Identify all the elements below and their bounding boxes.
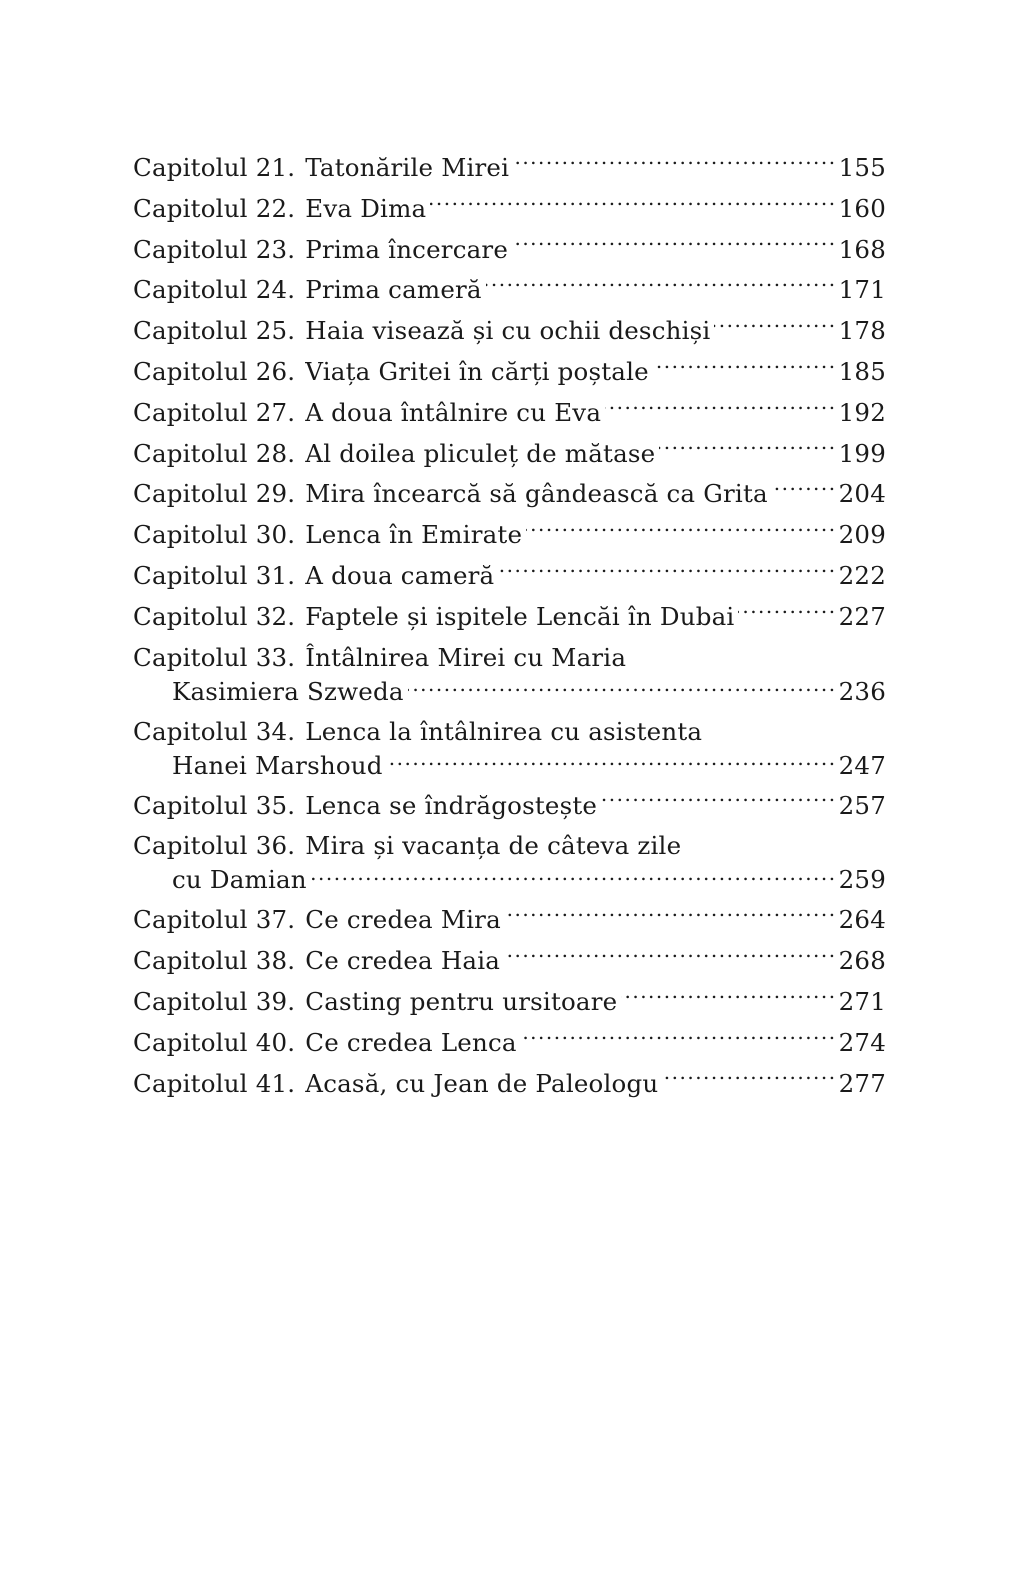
chapter-title: Lenca se îndrăgostește bbox=[305, 790, 598, 820]
page-number: 271 bbox=[838, 986, 886, 1016]
chapter-title: Ce credea Haia bbox=[305, 946, 501, 976]
dot-leader bbox=[772, 478, 837, 503]
chapter-title: Mira și vacanța de câteva zile bbox=[305, 831, 682, 861]
chapter-label: Capitolul bbox=[133, 275, 248, 305]
chapter-number: 38. bbox=[255, 946, 296, 976]
toc-entry bbox=[133, 786, 886, 827]
chapter-number: 29. bbox=[255, 479, 296, 509]
chapter-number: 40. bbox=[255, 1027, 296, 1057]
toc-entry bbox=[133, 1064, 886, 1105]
page-number: 247 bbox=[838, 750, 886, 780]
chapter-label: Capitolul bbox=[133, 601, 248, 631]
toc-entry bbox=[133, 352, 886, 393]
chapter-number: 27. bbox=[255, 397, 296, 427]
chapter-number: 26. bbox=[255, 356, 296, 386]
chapter-title: Mira încearcă să gândească ca Grita bbox=[305, 479, 768, 509]
chapter-number: 41. bbox=[255, 1068, 296, 1098]
chapter-title: Tatonările Mirei bbox=[305, 153, 510, 182]
dot-leader bbox=[512, 233, 837, 258]
dot-leader bbox=[659, 437, 836, 462]
page-number: 274 bbox=[838, 1027, 886, 1057]
toc-entry bbox=[133, 515, 886, 556]
chapter-label: Capitolul bbox=[133, 905, 248, 935]
dot-leader bbox=[387, 749, 837, 774]
toc-entry bbox=[133, 474, 886, 515]
dot-leader bbox=[513, 152, 836, 177]
toc-entry bbox=[133, 311, 886, 352]
chapter-title: Prima cameră bbox=[305, 275, 482, 305]
chapter-label: Capitolul bbox=[133, 316, 248, 346]
chapter-number: 36. bbox=[255, 831, 296, 861]
chapter-title: Haia visează și cu ochii deschiși bbox=[305, 316, 711, 346]
toc-entry bbox=[133, 434, 886, 475]
toc-entry bbox=[133, 556, 886, 597]
chapter-title-continuation: Kasimiera Szweda bbox=[172, 676, 404, 706]
toc-entry bbox=[133, 638, 886, 712]
dot-leader bbox=[621, 985, 836, 1010]
dot-leader bbox=[526, 519, 836, 544]
page-number: 222 bbox=[838, 560, 886, 590]
chapter-label: Capitolul bbox=[133, 986, 248, 1016]
chapter-label: Capitolul bbox=[133, 790, 248, 820]
dot-leader bbox=[504, 945, 837, 970]
toc-entry bbox=[133, 148, 886, 189]
chapter-number: 33. bbox=[255, 642, 296, 672]
chapter-number: 22. bbox=[255, 193, 296, 223]
chapter-number: 34. bbox=[255, 716, 296, 746]
chapter-label: Capitolul bbox=[133, 153, 248, 182]
chapter-title: Casting pentru ursitoare bbox=[305, 986, 618, 1016]
toc-entry bbox=[133, 712, 886, 786]
chapter-number: 24. bbox=[255, 275, 296, 305]
chapter-title: Întâlnirea Mirei cu Maria bbox=[305, 642, 627, 672]
toc-entry bbox=[133, 900, 886, 941]
toc-entry bbox=[133, 597, 886, 638]
chapter-title: Faptele și ispitele Lencăi în Dubai bbox=[305, 601, 735, 631]
chapter-number: 39. bbox=[255, 986, 296, 1016]
toc-entry bbox=[133, 982, 886, 1023]
chapter-number: 37. bbox=[255, 905, 296, 935]
chapter-number: 25. bbox=[255, 316, 296, 346]
chapter-label: Capitolul bbox=[133, 438, 248, 468]
dot-leader bbox=[521, 1026, 837, 1051]
chapter-title-continuation: cu Damian bbox=[172, 865, 307, 895]
dot-leader bbox=[653, 355, 837, 380]
chapter-label: Capitolul bbox=[133, 642, 248, 672]
chapter-number: 28. bbox=[255, 438, 296, 468]
dot-leader bbox=[498, 559, 836, 584]
page-number: 277 bbox=[838, 1068, 886, 1098]
chapter-label: Capitolul bbox=[133, 831, 248, 861]
chapter-label: Capitolul bbox=[133, 1068, 248, 1098]
page-number: 192 bbox=[838, 397, 886, 427]
page-number: 199 bbox=[838, 438, 886, 468]
chapter-number: 31. bbox=[255, 560, 296, 590]
toc-entry bbox=[133, 826, 886, 900]
chapter-title: Viața Gritei în cărți poștale bbox=[305, 356, 649, 386]
chapter-label: Capitolul bbox=[133, 479, 248, 509]
chapter-title-continuation: Hanei Marshoud bbox=[172, 750, 383, 780]
chapter-title: Ce credea Mira bbox=[305, 905, 501, 935]
chapter-title: Eva Dima bbox=[305, 193, 427, 223]
dot-leader bbox=[505, 904, 837, 929]
page-number: 209 bbox=[838, 520, 886, 550]
chapter-label: Capitolul bbox=[133, 520, 248, 550]
page-number: 185 bbox=[838, 356, 886, 386]
chapter-title: Ce credea Lenca bbox=[305, 1027, 517, 1057]
dot-leader bbox=[311, 864, 837, 889]
page-number: 257 bbox=[838, 790, 886, 820]
dot-leader bbox=[486, 274, 837, 299]
chapter-number: 23. bbox=[255, 234, 296, 264]
chapter-label: Capitolul bbox=[133, 193, 248, 223]
chapter-title: Al doilea pliculeț de mătase bbox=[305, 438, 656, 468]
chapter-title: A doua cameră bbox=[305, 560, 495, 590]
toc-entry bbox=[133, 270, 886, 311]
toc-entry bbox=[133, 941, 886, 982]
chapter-number: 30. bbox=[255, 520, 296, 550]
dot-leader bbox=[738, 600, 836, 625]
page-number: 160 bbox=[838, 193, 886, 223]
page-number: 236 bbox=[838, 676, 886, 706]
toc-entry bbox=[133, 230, 886, 271]
page-number: 268 bbox=[838, 946, 886, 976]
toc-entry bbox=[133, 393, 886, 434]
table-of-contents bbox=[133, 148, 886, 1104]
chapter-number: 32. bbox=[255, 601, 296, 631]
page-number: 204 bbox=[838, 479, 886, 509]
page-number: 264 bbox=[838, 905, 886, 935]
chapter-number: 35. bbox=[255, 790, 296, 820]
page-number: 171 bbox=[838, 275, 886, 305]
chapter-title: Lenca la întâlnirea cu asistenta bbox=[305, 716, 703, 746]
dot-leader bbox=[430, 192, 836, 217]
chapter-title: A doua întâlnire cu Eva bbox=[305, 397, 602, 427]
page-number: 168 bbox=[838, 234, 886, 264]
chapter-number: 21. bbox=[255, 153, 296, 182]
chapter-label: Capitolul bbox=[133, 946, 248, 976]
dot-leader bbox=[408, 675, 837, 700]
chapter-label: Capitolul bbox=[133, 1027, 248, 1057]
toc-entry bbox=[133, 189, 886, 230]
dot-leader bbox=[605, 396, 837, 421]
dot-leader bbox=[662, 1067, 836, 1092]
page-number: 259 bbox=[838, 865, 886, 895]
chapter-title: Prima încercare bbox=[305, 234, 509, 264]
chapter-label: Capitolul bbox=[133, 716, 248, 746]
page-number: 155 bbox=[838, 153, 886, 182]
chapter-label: Capitolul bbox=[133, 560, 248, 590]
page-number: 227 bbox=[838, 601, 886, 631]
page-number: 178 bbox=[838, 316, 886, 346]
chapter-label: Capitolul bbox=[133, 234, 248, 264]
chapter-label: Capitolul bbox=[133, 356, 248, 386]
dot-leader bbox=[601, 789, 837, 814]
chapter-title: Lenca în Emirate bbox=[305, 520, 523, 550]
chapter-label: Capitolul bbox=[133, 397, 248, 427]
toc-entry bbox=[133, 1023, 886, 1064]
chapter-title: Acasă, cu Jean de Paleologu bbox=[305, 1068, 659, 1098]
dot-leader bbox=[714, 315, 836, 340]
